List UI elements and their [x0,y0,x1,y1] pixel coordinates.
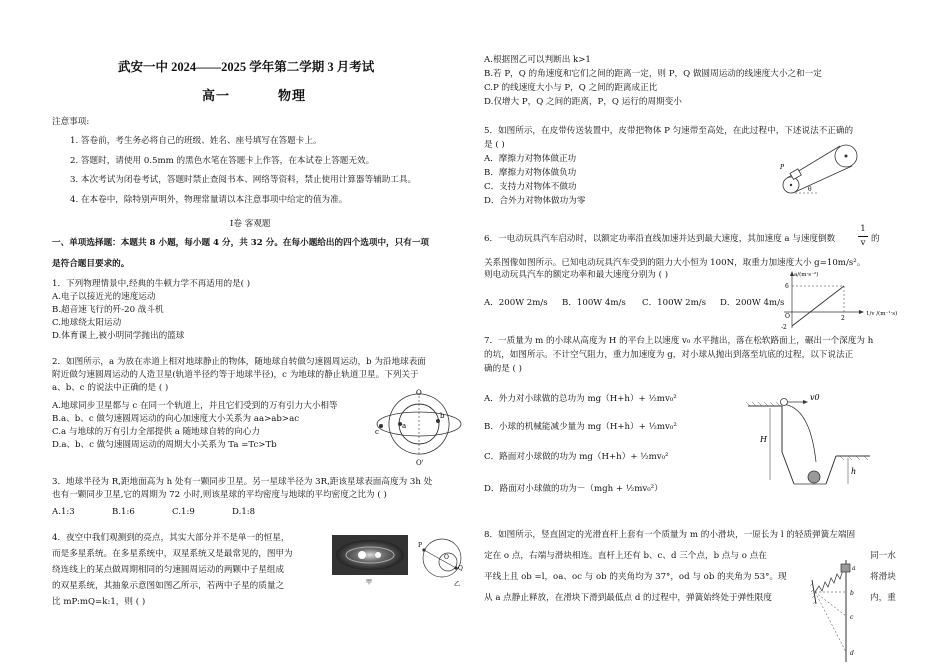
q8-stem: 8．如图所示，竖直固定的光滑直杆上套有一个质量为 m 的小滑块，一原长为 l 的轻质弹簧左端固 [484,530,856,540]
q5-stem: 5．如图所示，在皮带传送装置中，皮带把物体 P 匀速带至高处，在此过程中，下述说法不正确的 [484,126,854,136]
q7-label-v0: v0 [810,393,820,402]
q2-label-o-prime: O' [416,459,424,466]
q5-option-c: C．支持力对物体不做功 [484,182,577,192]
exam-grade: 高一 [202,88,231,103]
exam-title: 武安一中 2024——2025 学年第二学期 3 月考试 [118,60,375,74]
q4-option-a: A.根据图乙可以判断出 k>1 [484,55,591,65]
q1-option-b: B.超音速飞行的歼-20 战斗机 [52,305,164,315]
q2-label-a: a [402,422,407,430]
q8-tail: 将滑块 [870,572,896,582]
q7-projectile-figure [744,392,874,488]
q3-option-c: C.1:9 [172,507,195,517]
q6-stem: 6．一电动玩具汽车启动时，以额定功率沿直线加速并达到最大速度，其加速度 a 与速度倒数 [484,234,836,244]
q7-option-c: C．路面对小球做的功为 mg（H+h）+ ½mv₀² [484,452,669,462]
q1-option-a: A.电子以接近光的速度运动 [52,292,156,302]
q6-stem-cont: 则电动玩具汽车的额定功率和最大速度分别为 ( ) [484,270,669,280]
q8-tail: 同一水 [870,551,896,561]
q4-label-yi: 乙 [454,581,461,588]
exam-subject: 物理 [278,88,307,103]
q4-option-c: C.P 的线速度大小与 P，Q 之间的距离成正比 [484,83,658,93]
q4-stem: 4．夜空中我们观测到的亮点，其实大部分并不是单一的恒星， [52,533,290,543]
q3-stem: 3．地球半径为 R,距地面高为 h 处有一颗同步卫星。另一星球半径为 3R,距该星球表面高度为 3h 处 [52,477,433,487]
q8-tail: 内，重 [870,593,896,603]
q7-option-d: D．路面对小球做的功为－（mgh + ½mv₀²） [484,484,663,494]
q6-frac-top: 1 [860,224,866,234]
q7-option-a: A．外力对小球做的总功为 mg（H+h）+ ½mv₀² [484,394,677,404]
q1-stem: 1．下列物理情景中,经典的牛顿力学不再适用的是( ) [52,279,251,289]
q5-option-b: B．摩擦力对物体做负功 [484,168,577,178]
q3-stem-cont: 也有一颗同步卫星,它的周期为 72 小时,则该星球的平均密度与地球的平均密度之比为 ( ) [52,490,387,500]
q8-spring-figure [810,558,866,664]
q7-stem-cont: 确的是 ( ) [484,364,522,374]
q1-option-c: C.地球绕太阳运动 [52,318,122,328]
q5-conveyor-figure [778,141,862,199]
q8-label-d: d [850,650,854,657]
q6-option-c: C．100W 2m/s [642,298,707,308]
q2-option-b: B.a、b、c 做匀速圆周运动的向心加速度大小关系为 aa>ab>ac [52,414,300,424]
q6-frac-bottom: v [860,238,866,248]
q4-photo-figure [332,535,408,585]
q6-label-ylabel: a/(m·s⁻²) [794,272,819,278]
q6-label-6: 6 [785,283,789,290]
q8-stem-cont: 从 a 点静止释放，在滑块下滑到最低点 d 的过程中，弹簧始终处于弹性限度 [484,593,772,603]
q4-option-d: D.仅增大 P，Q 之间的距离，P，Q 运行的周期变小 [484,97,682,107]
q4-stem-cont: 绕连线上的某点做周期相同的匀速圆周运动的两颗中子星组成 [52,565,285,575]
q6-option-a: A．200W 2m/s [484,298,548,308]
q1-option-d: D.体育课上,被小明同学抛出的篮球 [52,331,185,341]
q2-stem: 2．如图所示，a 为放在赤道上相对地球静止的物体，随地球自转做匀速圆周运动，b 为沿地球表面 [52,357,426,367]
q3-option-a: A.1:3 [52,507,75,517]
notes-heading: 注意事项: [52,117,90,127]
note-item: 2. 答题时，请使用 0.5mm 的黑色水笔在答题卡上作答，在本试卷上答题无效。 [70,156,375,166]
q6-frac-after: 的 [871,234,880,244]
q2-stem-cont: 附近做匀速圆周运动的人造卫星(轨道半径约等于地球半径)，c 为地球的静止轨道卫星。下列关于 [52,370,419,380]
q5-option-a: A．摩擦力对物体做正功 [484,154,577,164]
note-item: 1. 答卷前，考生务必将自己的班级、姓名、座号填写在答题卡上。 [70,136,322,146]
q2-label-b: b [440,412,445,420]
q2-label-c: c [375,428,379,436]
q4-option-b: B.若 P，Q 的角速度和它们之间的距离一定，则 P，Q 做圆周运动的线速度大小之和一定 [484,69,822,79]
q4-label-p: P [418,542,423,549]
q5-label-p: P [780,164,785,171]
q7-stem: 7．一质量为 m 的小球从高度为 H 的平台上以速度 v₀ 水平抛出，落在松软路面上，碾出一个深度为 h [484,336,874,346]
q4-stem-cont: 比 mP:mQ=k:1，则 ( ) [52,597,146,607]
q5-option-d: D．合外力对物体做功为零 [484,196,586,206]
q6-stem-cont: 关系图像如图所示。已知电动玩具汽车受到的阻力大小恒为 100N，取重力加速度大小 g=10m/s²。 [484,258,866,268]
q6-label-2: 2 [841,315,845,322]
volume-heading: Ⅰ卷 客观题 [230,219,271,229]
q4-label-jia: 甲 [366,579,373,585]
q8-label-a: a [852,565,856,572]
q8-stem-cont: 定在 o 点，右端与滑块相连。直杆上还有 b、c、d 三个点，b 点与 o 点在 [484,551,767,561]
q2-orbit-figure [374,388,464,466]
q2-option-c: C.a 与地球的万有引力全部提供 a 随地球自转的向心力 [52,427,260,437]
q7-label-h-small: h [851,467,857,476]
q8-stem-cont: 平线上且 ob =l，oa、oc 与 ob 的夹角均为 37°，od 与 ob 的夹角为 53°。现 [484,572,787,582]
note-item: 4. 在本卷中，除特别声明外，物理常量请以本注意事项中给定的值为准。 [70,195,348,205]
q5-label-theta: θ [808,186,812,193]
section-instruction: 一、单项选择题：本题共 8 小题，每小题 4 分，共 32 分。在每小题给出的四个选项中，只有一项 [52,238,430,248]
q4-label-q: Q [458,565,463,572]
q6-label-o: O [785,313,790,320]
q4-binary-diagram [418,534,470,588]
section-instruction-cont: 是符合题目要求的。 [52,259,130,269]
q7-option-b: B．小球的机械能减少量为 mg（H+h）+ ½mv₀² [484,422,677,432]
q4-label-o: O [444,554,449,561]
q6-option-b: B．100W 4m/s [562,298,626,308]
q7-label-h-big: H [760,435,767,444]
q3-option-b: B.1:6 [112,507,135,517]
q6-graph [774,268,900,332]
q8-label-c: c [850,614,854,621]
q6-label-neg2: -2 [781,324,787,331]
q3-option-d: D.1:8 [232,507,256,517]
q6-frac-line [858,236,868,237]
q6-option-d: D．200W 4m/s [720,298,785,308]
q4-stem-cont: 的双星系统，其抽象示意图如图乙所示，若两中子星的质量之 [52,581,285,591]
q4-stem-cont: 而是多星系统。在多星系统中，双星系统又是最常见的，图甲为 [52,549,293,559]
q2-label-o: O [416,389,422,397]
note-item: 3. 本次考试为闭卷考试，答题时禁止查阅书本、网络等资料，禁止使用计算器等辅助工具。 [70,175,417,185]
q5-stem-cont: 是 ( ) [484,140,505,150]
q2-stem-cont: a、b、c 的说法中正确的是 ( ) [52,383,169,393]
q6-label-xlabel: 1/v /(m⁻¹·s) [866,311,898,317]
q8-label-b: b [850,590,854,597]
q2-option-a: A.地球同步卫星都与 c 在同一个轨道上，并且它们受到的万有引力大小相等 [52,401,338,411]
q7-stem-cont: 的坑，如图所示。不计空气阻力，重力加速度为 g，对小球从抛出到落至坑底的过程，以下说法正 [484,350,854,360]
q2-option-d: D.a、b、c 做匀速圆周运动的周期大小关系为 Ta =Tc>Tb [52,440,277,450]
